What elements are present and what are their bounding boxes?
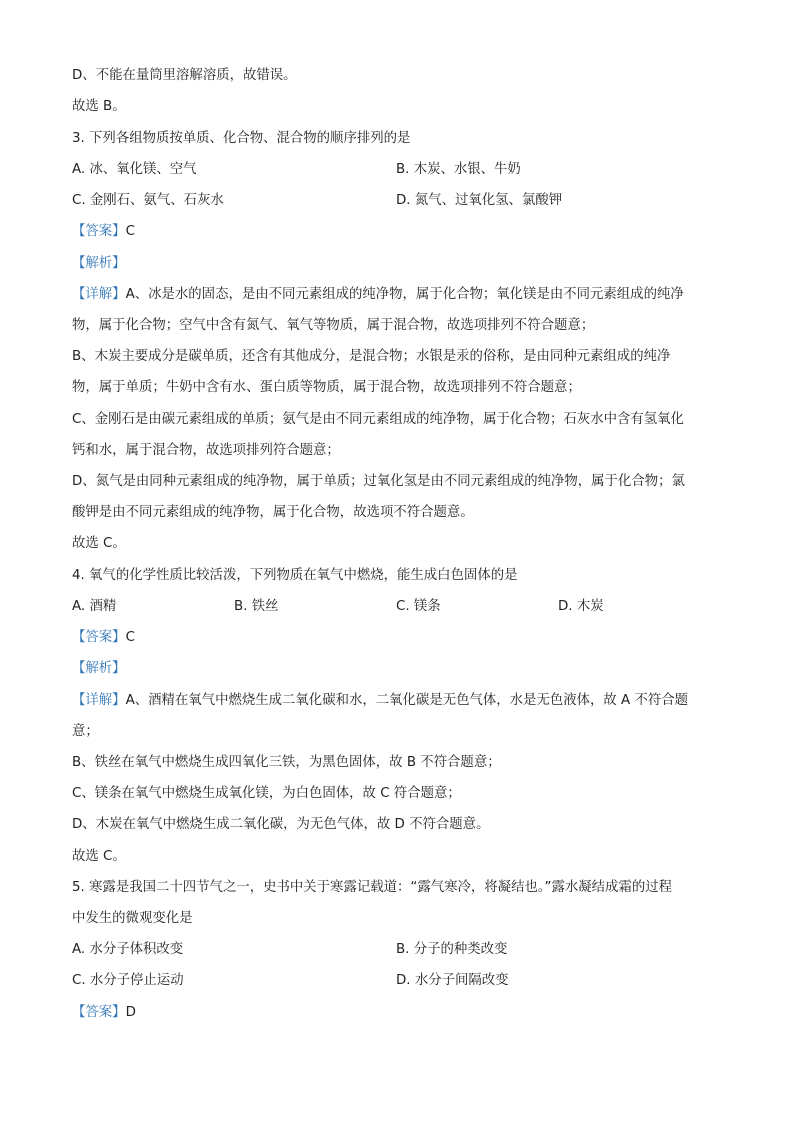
q3-analysis-tag: 【解析】 [72,256,126,271]
q3-detail-line-4: 物，属于单质；牛奶中含有水、蛋白质等物质，属于混合物，故选项排列不符合题意； [72,380,581,395]
answer-tag: 【答案】 [72,1005,126,1020]
q5-option-b: B. 分子的种类改变 [396,942,508,957]
answer-value: C [125,630,135,645]
q3-detail-line-7: D、氮气是由同种元素组成的纯净物，属于单质；过氧化氢是由不同元素组成的纯净物，属于化合物；氯 [72,474,685,489]
q2-option-d-explanation: D、不能在量筒里溶解溶质，故错误。 [72,68,297,83]
q4-option-c: C. 镁条 [396,599,441,614]
q4-option-d: D. 木炭 [558,599,604,614]
q5-answer [72,1004,136,1022]
q3-conclusion: 故选 C。 [72,536,126,551]
q5-option-c: C. 水分子停止运动 [72,973,184,988]
q3-detail-line-6: 钙和水，属于混合物，故选项排列符合题意； [72,443,340,458]
q4-detail-line-3: B、铁丝在氧气中燃烧生成四氧化三铁，为黑色固体，故 B 不符合题意； [72,755,501,770]
q3-option-b: B. 木炭、水银、牛奶 [396,162,521,177]
q3-option-a: A. 冰、氧化镁、空气 [72,162,197,177]
q5-option-a: A. 水分子体积改变 [72,942,184,957]
q3-detail-line-2: 物，属于化合物；空气中含有氮气、氧气等物质，属于混合物，故选项排列不符合题意； [72,318,595,333]
q4-answer [72,629,135,647]
detail-text: A、冰是水的固态，是由不同元素组成的纯净物，属于化合物；氧化镁是由不同元素组成的纯净 [125,287,684,302]
q5-stem-line-2: 中发生的微观变化是 [72,911,193,926]
q4-option-a: A. 酒精 [72,599,117,614]
q3-detail-line-3: B、木炭主要成分是碳单质，还含有其他成分，是混合物；水银是汞的俗称，是由同种元素组成的纯净 [72,349,671,364]
q3-option-c: C. 金刚石、氨气、石灰水 [72,193,224,208]
q4-option-b: B. 铁丝 [234,599,279,614]
q3-answer [72,223,135,241]
q3-detail-line-5: C、金刚石是由碳元素组成的单质；氨气是由不同元素组成的纯净物，属于化合物；石灰水中含有氢氧化 [72,412,684,427]
q4-conclusion: 故选 C。 [72,849,126,864]
q4-detail-line-1 [72,692,688,710]
q4-detail-line-5: D、木炭在氧气中燃烧生成二氧化碳，为无色气体，故 D 不符合题意。 [72,817,490,832]
q2-conclusion: 故选 B。 [72,99,126,114]
answer-value: D [125,1005,136,1020]
detail-text: A、酒精在氧气中燃烧生成二氧化碳和水，二氧化碳是无色气体，水是无色液体，故 A 不符合题 [125,693,689,708]
q3-detail-line-1 [72,286,684,304]
q3-stem: 3. 下列各组物质按单质、化合物、混合物的顺序排列的是 [72,131,411,146]
q4-analysis-tag: 【解析】 [72,661,126,676]
detail-tag: 【详解】 [72,287,126,302]
answer-value: C [125,224,135,239]
q4-detail-line-2: 意； [72,724,99,739]
q4-stem: 4. 氧气的化学性质比较活泼，下列物质在氧气中燃烧，能生成白色固体的是 [72,568,518,583]
q5-stem-line-1: 5. 寒露是我国二十四节气之一，史书中关于寒露记载道：“露气寒冷，将凝结也。”露水凝结成霜的过程 [72,880,673,895]
q3-detail-line-8: 酸钾是由不同元素组成的纯净物，属于化合物，故选项不符合题意。 [72,505,474,520]
answer-tag: 【答案】 [72,224,126,239]
q3-option-d: D. 氮气、过氧化氢、氯酸钾 [396,193,563,208]
q4-detail-line-4: C、镁条在氧气中燃烧生成氧化镁，为白色固体，故 C 符合题意； [72,786,461,801]
answer-tag: 【答案】 [72,630,126,645]
detail-tag: 【详解】 [72,693,126,708]
q5-option-d: D. 水分子间隔改变 [396,973,509,988]
